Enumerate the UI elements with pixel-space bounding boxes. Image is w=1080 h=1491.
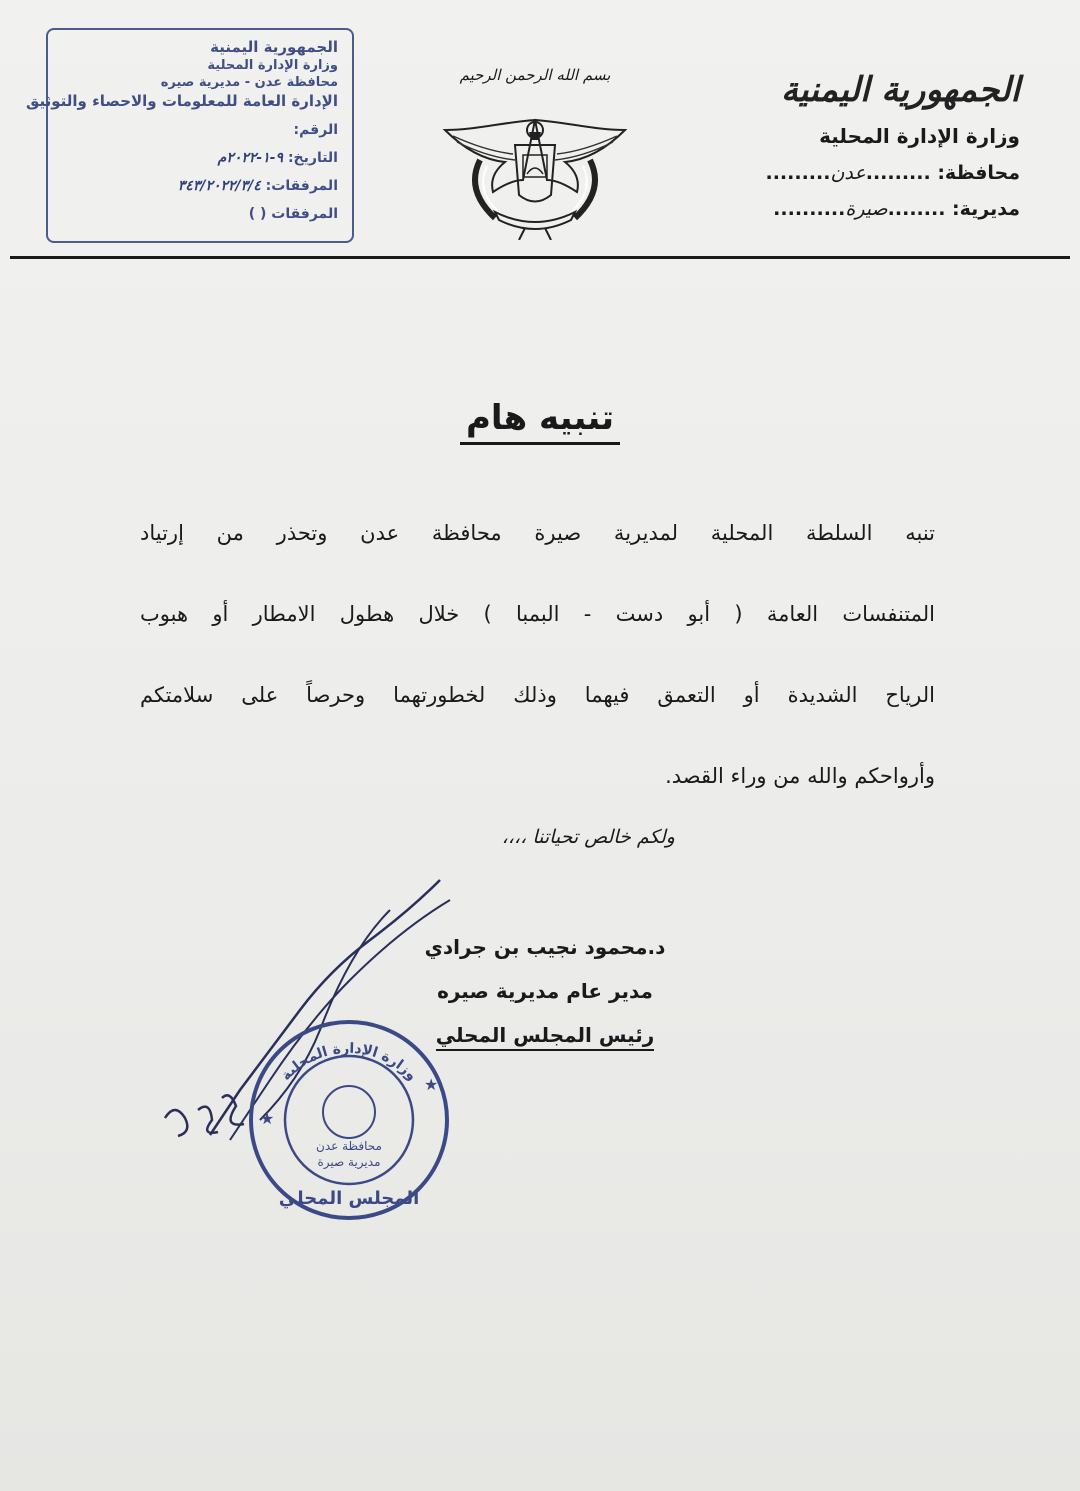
notice-body xyxy=(140,493,935,817)
basmala: بسم الله الرحمن الرحيم xyxy=(459,66,611,84)
svg-text:وزارة الإدارة المحلية xyxy=(278,1041,420,1084)
yemen-eagle-emblem-icon xyxy=(435,100,635,240)
stamp-attachments-label: المرفقات: xyxy=(265,178,338,194)
stamp-line-department: الإدارة العامة للمعلومات والاحصاء والتوثيق xyxy=(25,92,338,110)
governorate-line: محافظة: .........عدن......... xyxy=(765,162,1020,184)
stamp-number-label: الرقم: xyxy=(293,122,338,138)
stamp-date-label: التاريخ: xyxy=(287,150,338,166)
letterhead-right xyxy=(760,70,1020,220)
stamp-date-value: ٩-١-٢٠٢٢م xyxy=(217,150,284,166)
reference-stamp-box xyxy=(25,28,354,243)
signatory-name: د.محمود نجيب بن جرادي xyxy=(424,935,666,959)
body-line-3: الرياح الشديدة أو التعمق فيهما وذلك لخطورتهما وحرصاً على سلامتكم xyxy=(140,683,935,707)
stamp-line-ministry: وزارة الإدارة المحلية xyxy=(207,58,338,73)
body-line-2: المتنفسات العامة ( أبو دست - البمبا ) خلال هطول الامطار أو هبوب xyxy=(140,602,935,626)
header-divider xyxy=(10,256,1070,259)
svg-text:★: ★ xyxy=(424,1075,439,1094)
directorate-line: مديرية: ........صيرة.......... xyxy=(773,198,1020,220)
seal-top-text: وزارة الإدارة المحلية xyxy=(278,1040,420,1084)
republic-name: الجمهورية اليمنية xyxy=(780,70,1020,110)
stamp-line-governorate: محافظة عدن - مديرية صيره xyxy=(160,75,338,90)
signatory-title-2: رئيس المجلس المحلي xyxy=(436,1023,655,1051)
ministry-name: وزارة الإدارة المحلية xyxy=(819,124,1020,148)
stamp-attachments-row-2 xyxy=(62,206,338,222)
document-title xyxy=(0,398,1080,438)
directorate-label: مديرية: xyxy=(952,198,1020,220)
stamp-attachments-row xyxy=(62,178,338,194)
signatory-title-1: مدير عام مديرية صيره xyxy=(437,979,653,1003)
seal-inner-text-left: مديرية صيرة xyxy=(317,1155,381,1169)
stamp-attachments-value: ٣٤٣/٢٠٢٢/٣/٤ xyxy=(177,178,261,194)
directorate-value: صيرة xyxy=(845,198,888,220)
seal-inner-text-right: محافظة عدن xyxy=(316,1139,382,1153)
stamp-line-republic: الجمهورية اليمنية xyxy=(210,38,338,56)
seal-bottom-text: المجلس المحلي xyxy=(278,1188,420,1209)
svg-text:★: ★ xyxy=(260,1109,275,1128)
closing-greeting: ولكم خالص تحياتنا ،،،، xyxy=(501,826,675,848)
stamp-date-row xyxy=(62,150,338,166)
body-line-4: وأرواحكم والله من وراء القصد. xyxy=(665,764,935,788)
governorate-label: محافظة: xyxy=(937,162,1020,184)
body-line-1: تنبه السلطة المحلية لمديرية صيرة محافظة عدن وتحذر من إرتياد xyxy=(140,521,935,545)
governorate-value: عدن xyxy=(830,162,866,184)
stamp-attachments-label-2: المرفقات ( ) xyxy=(248,206,338,222)
official-seal-icon xyxy=(238,1012,460,1222)
stamp-number-row xyxy=(62,122,338,138)
document-title-text: تنبيه هام xyxy=(460,398,620,445)
